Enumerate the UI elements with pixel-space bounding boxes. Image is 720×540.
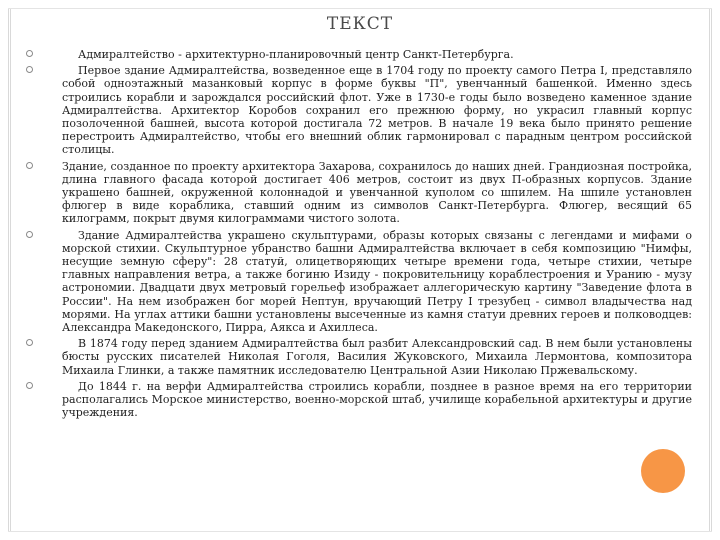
orange-circle-decoration (641, 449, 685, 493)
paragraph-6: До 1844 г. на верфи Адмиралтейства строились корабли, позднее в разное время на его территории располагались Морское министерство, военно-морской штаб, училище корабельной архитектуры и другие учреждения. (22, 380, 692, 420)
paragraph-5: В 1874 году перед зданием Адмиралтейства был разбит Александровский сад. В нем были установлены бюсты русских писателей Николая Гоголя, Василия Жуковского, Михаила Лермонтова, композитора Михаила Глинки, а также памятник исследователю Центральной Азии Николаю Пржевальскому. (22, 337, 692, 377)
paragraph-4: Здание Адмиралтейства украшено скульптурами, образы которых связаны с легендами и мифами о морской стихии. Скульптурное убранство башни Адмиралтейства включает в себя композицию "Нимфы, несущие земную сферу": 28 статуй, олицетворяющих четыре времени года, четыре стихии, четыре главных направления ветра, а также богиню Изиду - покровительницу кораблестроения и Уранию - музу астрономии. Двадцати двух метровый горельеф изображает аллегорическую картину "Заведение флота в России". На нем изображен бог морей Нептун, вручающий Петру I трезубец - символ владычества над морями. На углах аттики башни установлены высеченные из камня статуи древних героев и полководцев: Александра Македонского, Пирра, Аякса и Ахиллеса. (22, 229, 692, 335)
bullet-circle-icon (26, 66, 33, 73)
frame-bottom-border (8, 531, 712, 532)
bullet-circle-icon (26, 382, 33, 389)
bullet-circle-icon (26, 231, 33, 238)
paragraph-1: Адмиралтейство - архитектурно-планировочный центр Санкт-Петербурга. (22, 48, 692, 61)
paragraph-3: Здание, созданное по проекту архитектора Захарова, сохранилось до наших дней. Грандиозная постройка, длина главного фасада которой достигает 406 метров, состоит из двух П-образных корпусов. Здание украшено башней, окруженной колоннадой и увенчанной куполом со шпилем. На шпиле установлен флюгер в виде кораблика, ставший одним из символов Санкт-Петербурга. Флюгер, весящий 65 килограмм, покрыт двумя килограммами чистого золота. (22, 160, 692, 226)
bullet-circle-icon (26, 339, 33, 346)
frame-top-border (8, 8, 712, 9)
bullet-circle-icon (26, 162, 33, 169)
bullet-circle-icon (26, 50, 33, 57)
paragraph-2: Первое здание Адмиралтейства, возведенное еще в 1704 году по проекту самого Петра I, представляло собой одноэтажный мазанковый корпус в форме буквы "П", увенчанный башенкой. Именно здесь строились корабли и зарождался российский флот. Уже в 1730-е годы было возведено каменное здание Адмиралтейства. Архитектор Коробов сохранил его прежнюю форму, но украсил главный корпус позолоченной башней, высота которой достигала 72 метров. В начале 19 века было принято решение перестроить Адмиралтейство, чтобы его внешний облик гармонировал с парадным центром российской столицы. (22, 64, 692, 156)
slide-title: ТЕКСТ (326, 14, 394, 34)
text-body (22, 48, 692, 422)
